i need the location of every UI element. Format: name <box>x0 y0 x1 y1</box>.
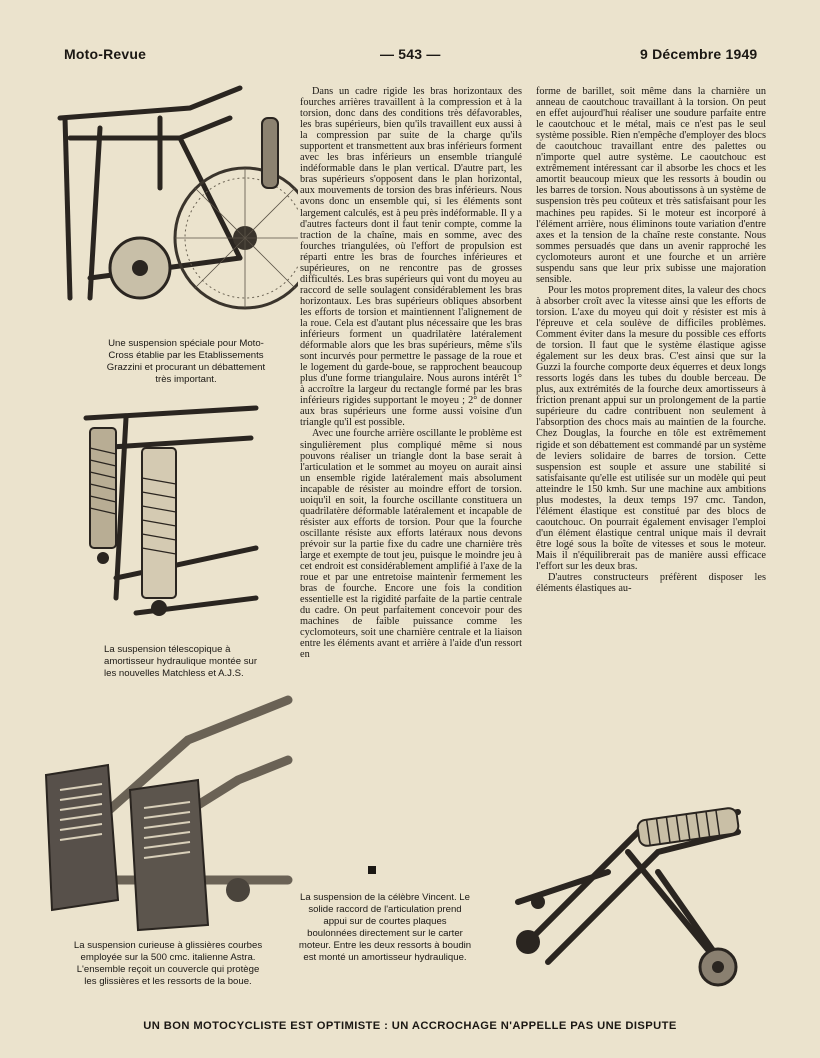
article-paragraph: forme de barillet, soit même dans la charnière un anneau de caoutchouc travaillant à la torsion. On peut en effet aujourd'hui réaliser une soudure parfaite entre le caoutchouc et le métal, mais ce n'est pas le seul système possible. Rien n'empêche d'employer des blocs de caoutchouc travaillant entre des palettes ou n'importe quel autre système. Le caoutchouc est extrêmement intéressant car il absorbe les chocs et les amortit beaucoup mieux que les ressorts à boudin ou les barres de torsion. Nous aboutissons à un système de suspension très peu coûteux et très satisfaisant pour les machines peu rapides. Si le moteur est incorporé à l'élément arrière, nous éliminons toute variation d'entre axes et la tension de la chaîne reste constante. Nous sommes persuadés que dans un avenir rapproché les cyclomoteurs auront et une fourche et un arrière suspendu sans que leur prix subisse une majoration sensible. <box>536 86 766 285</box>
article-paragraph: Dans un cadre rigide les bras horizontaux des fourches arrières travaillent à la compression et à la torsion, donc dans des conditions très défavorables, les bras supérieurs, bien qu'ils travaillent eux aussi à la compression par suite de la charge qu'ils supportent et transmettent aux bras inférieurs forment avec les bras inférieurs un ensemble triangulé indéformable dans le plan vertical. D'autre part, les bras supérieurs s'opposent dans le plan horizontal, aux mouvements de torsion des bras inférieurs. Nous avons donc un ensemble qui, si les éléments sont largement calculés, est à peu près indéformable. Il y a d'autres facteurs dont il faut tenir compte, comme la traction de la chaîne, mais en somme, avec des fourches triangulées, où l'effort de propulsion est réparti entre les bras de fourches inférieures et supérieures, on ne rencontre pas de grosses difficultés. Les bras supérieurs qui vont du moyeu au raccord de selle soulagent considérablement les bras horizontaux. Les bras supérieurs obliques absorbent les efforts de torsion et maintiennent l'alignement de la roue. Cela est d'autant plus nécessaire que les bras inférieurs forment un quadrilatère latéralement déformable alors que les bras supérieurs, même s'ils sont incurvés pour permettre le passage de la roue et le logement du garde-boue, se rapprochent beaucoup plus d'une forme triangulaire. Nous aurons intérêt 1° à accroître la largeur du rectangle formé par les bras inférieurs rigides supportant le moyeu ; 2° de donner aux bras supérieurs une forme aussi voisine d'un triangle qu'il est possible. <box>300 86 522 429</box>
astra-suspension-illustration <box>38 680 294 935</box>
article-paragraph: D'autres constructeurs préfèrent disposer les éléments élastiques au- <box>536 572 766 595</box>
matchless-suspension-illustration <box>76 398 266 633</box>
issue-date: 9 Décembre 1949 <box>640 46 758 62</box>
caption-vincent: La suspension de la célèbre Vincent. Le solide raccord de l'articulation prend appui sur de courtes plaques boulonnées directement sur le carter moteur. Entre les deux ressorts à boudin est monté un amortisseur hydraulique. <box>298 892 472 963</box>
section-marker <box>368 866 376 874</box>
article-column-right <box>536 86 766 776</box>
article-column-middle <box>300 86 522 856</box>
vincent-suspension-illustration <box>488 792 760 1008</box>
caption-matchless: La suspension télescopique à amortisseur hydraulique montée sur les nouvelles Matchless et A.J.S. <box>104 644 258 679</box>
article-paragraph: Avec une fourche arrière oscillante le problème est singulièrement plus compliqué même si nous pouvons réaliser un triangle dont la base serait à l'articulation et le sommet au moyeu on aurait ainsi un ensemble rigide latéralement mais absolument incapable de résister au moindre effort de torsion. uoiqu'il en soit, la fourche oscillante constituera un quadrilatère déformable latéralement et incapable de résister aux efforts de torsion. Pour que la fourche oscillante résiste aux efforts latéraux nous devons prévoir sur la partie fixe du cadre une charnière très large et exempte de tout jeu, puisque le moindre jeu à cet endroit est considérablement amplifié à l'axe de la roue et par une entretoise maintenir fermement les bras de fourche. Encore une fois la condition essentielle est la rigidité parfaite de la partie centrale du cadre. On peut parfaitement concevoir pour des machines de faible puissance comme les cyclomoteurs, soit une charnière centrale et la liaison entre les éléments avant et arrière à l'aide d'un ressort en <box>300 428 522 661</box>
page-footer-slogan: UN BON MOTOCYCLISTE EST OPTIMISTE : UN ACCROCHAGE N'APPELLE PAS UNE DISPUTE <box>143 1020 677 1032</box>
magazine-title: Moto-Revue <box>64 46 147 62</box>
caption-grazzini: Une suspension spéciale pour Moto-Cross établie par les Etablissements Grazzini et procurant un débattement très important. <box>106 338 266 385</box>
page-number: — 543 — <box>380 46 441 62</box>
grazzini-suspension-illustration <box>40 78 298 328</box>
caption-astra: La suspension curieuse à glissières courbes employée sur la 500 cmc. italienne Astra. L'ensemble reçoit un couvercle qui protège les glissières et les ressorts de la boue. <box>73 940 263 987</box>
article-paragraph: Pour les motos proprement dites, la valeur des chocs à absorber croît avec la vitesse ainsi que les efforts de torsion. L'axe du moyeu qui doit y résister est mis à l'épreuve et cela soulève de difficiles problèmes. Comment éviter dans la mesure du possible ces efforts de torsion. Il faut que le système élastique agisse également sur les deux bras. C'est ainsi que sur la Guzzi la fourche comporte deux équerres et deux longs ressorts logés dans les tubes du double berceau. De plus, aux extrémités de la fourche deux amortisseurs à friction prenant appui sur un prolongement de la partie supérieure du cadre contribuent non seulement à l'absorption des chocs mais au maintien de la fourche. Chez Douglas, la fourche en tôle est extrêmement rigide et son débattement est commandé par un système de leviers solidaire de barres de torsion. Cette suspension est souple et assure une stabilité si satisfaisante qu'elle est utilisée sur un modèle qui peut atteindre le 150 kmh. Sur une machine aux ambitions plus modestes, la deux temps 197 cmc. Tandon, l'élément élastique est constitué par des blocs de caoutchouc. On pourrait également envisager l'emploi d'un élément élastique central unique mais il devrait être logé sous la boîte de vitesses et sous le moteur. Mais il n'équilibrerait pas de manière aussi efficace l'effort sur les deux bras. <box>536 284 766 573</box>
